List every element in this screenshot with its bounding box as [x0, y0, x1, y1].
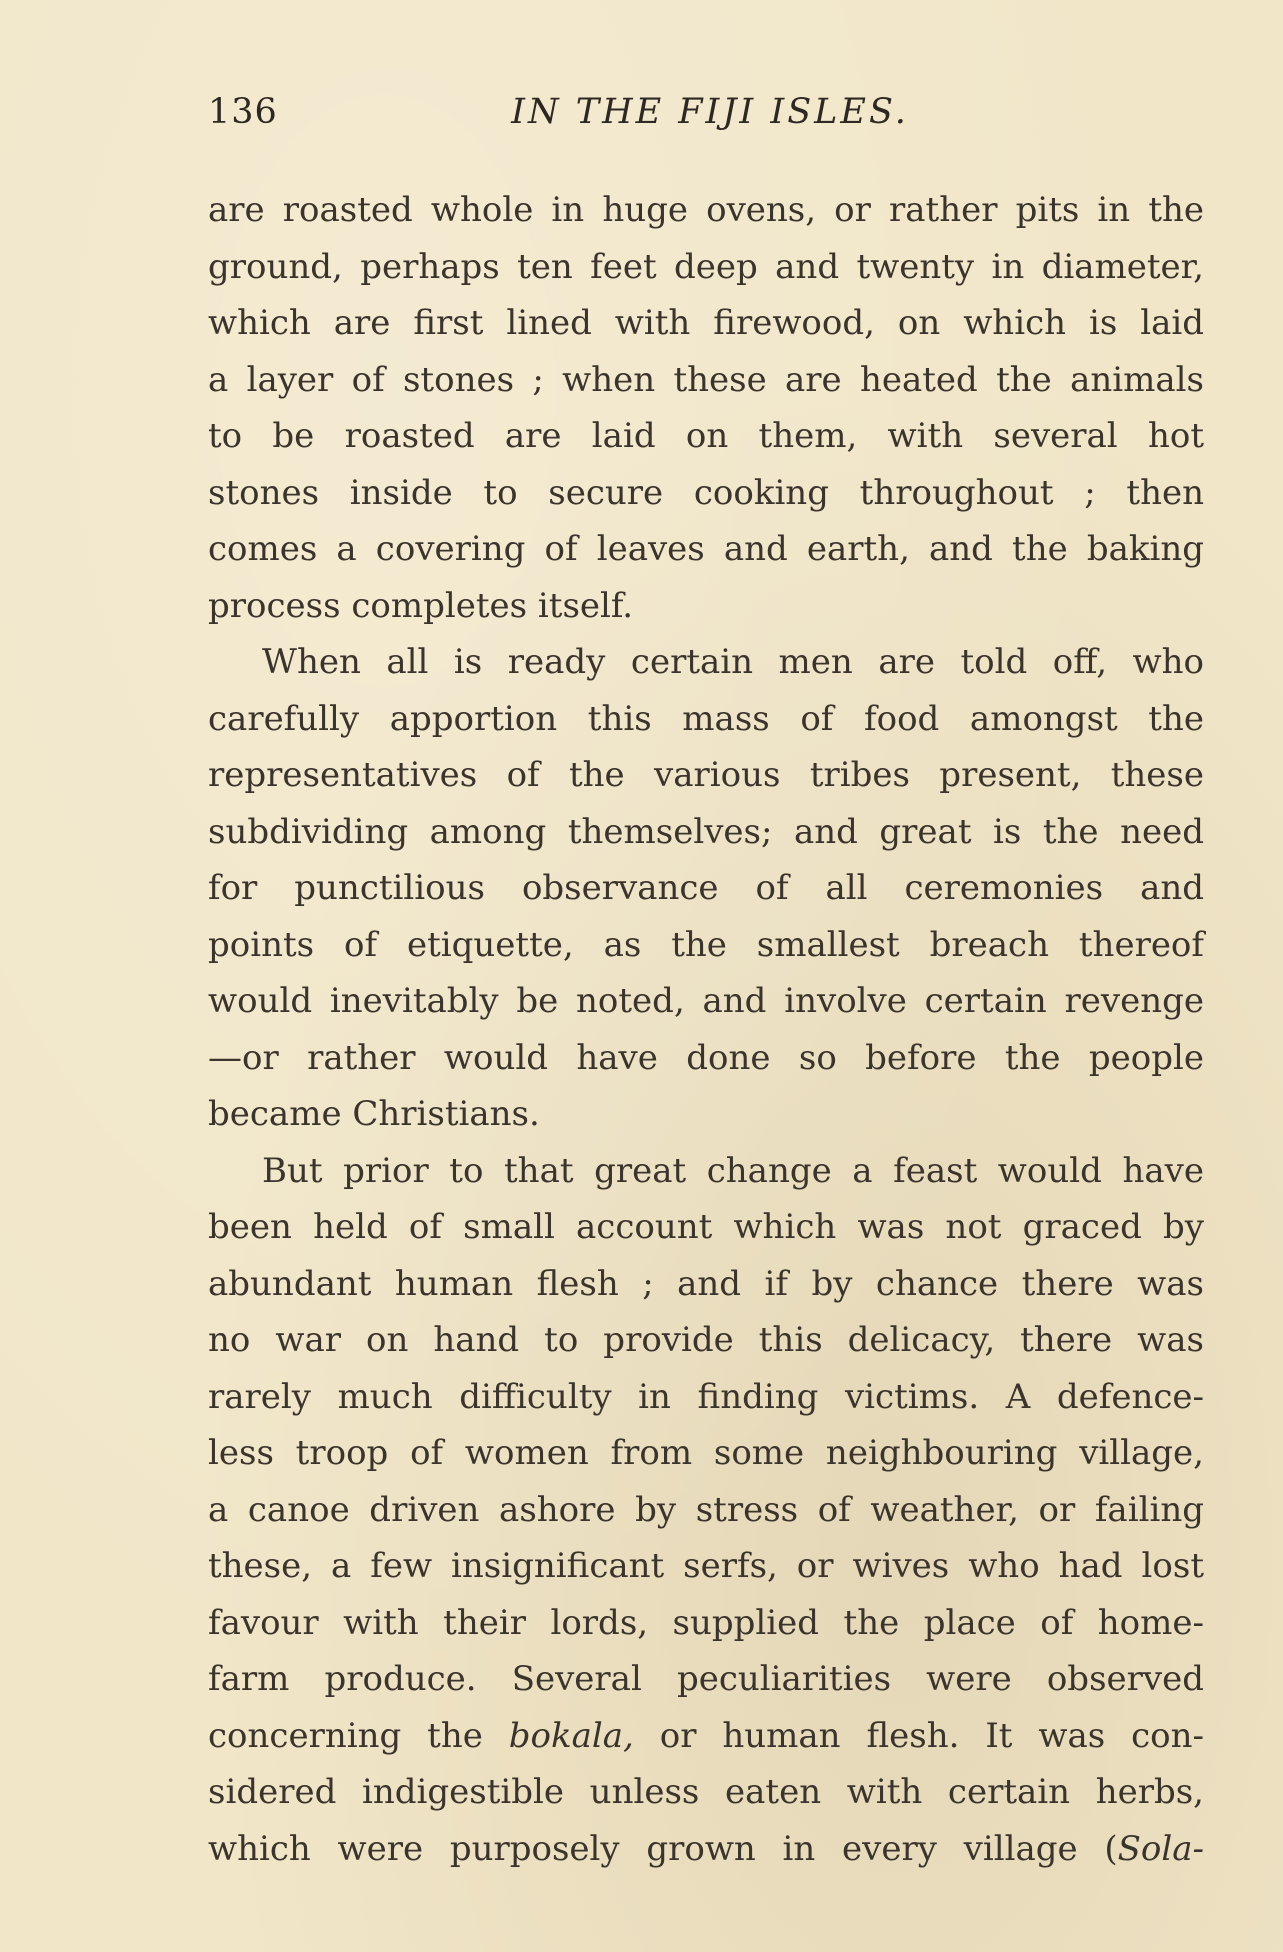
text-line: subdividing among themselves; and great is the need — [208, 811, 1204, 852]
text-line: favour with their lords, supplied the place of home- — [208, 1602, 1204, 1643]
text-fragment: which were purposely grown in every village ( — [208, 1828, 1118, 1869]
text-line: carefully apportion this mass of food amongst the — [208, 698, 1204, 739]
text-line-with-italic — [208, 1708, 1204, 1765]
text-fragment: concerning the — [208, 1715, 509, 1756]
text-line: these, a few insignificant serfs, or wives who had lost — [208, 1546, 1204, 1586]
page-header — [200, 88, 1220, 138]
italic-term: Sola- — [1117, 1828, 1204, 1869]
text-line: no war on hand to provide this delicacy, there was — [208, 1320, 1204, 1360]
page-number: 136 — [208, 92, 278, 132]
text-line: representatives of the various tribes present, these — [208, 755, 1204, 795]
text-line: been held of small account which was not graced by — [208, 1207, 1204, 1247]
text-line: for punctilious observance of all ceremonies and — [208, 868, 1204, 908]
text-line: process completes itself. — [208, 585, 634, 626]
text-line: rarely much difficulty in finding victims. A defence- — [208, 1376, 1204, 1417]
text-line: sidered indigestible unless eaten with certain herbs, — [208, 1772, 1204, 1812]
text-line: —or rather would have done so before the people — [208, 1037, 1204, 1078]
text-line: a layer of stones ; when these are heated the animals — [208, 359, 1204, 400]
text-line: to be roasted are laid on them, with several hot — [208, 416, 1204, 456]
text-line-with-italic — [208, 1821, 1204, 1878]
text-fragment: or human flesh. It was con- — [633, 1715, 1204, 1756]
paragraph-start-line: But prior to that great change a feast would have — [262, 1150, 1204, 1191]
text-line: became Christians. — [208, 1094, 540, 1134]
text-line: a canoe driven ashore by stress of weather, or failing — [208, 1489, 1204, 1530]
paragraph-start-line: When all is ready certain men are told off, who — [262, 642, 1204, 682]
text-line: abundant human flesh ; and if by chance there was — [208, 1263, 1204, 1304]
text-line: are roasted whole in huge ovens, or rather pits in the — [208, 190, 1204, 230]
italic-term: bokala, — [508, 1715, 634, 1756]
text-line: which are first lined with firewood, on which is laid — [208, 303, 1204, 343]
text-line: farm produce. Several peculiarities were observed — [208, 1659, 1204, 1699]
text-line: points of etiquette, as the smallest breach thereof — [208, 924, 1204, 965]
text-line: less troop of women from some neighbouring village, — [208, 1433, 1204, 1473]
body-text — [208, 182, 1204, 1877]
text-line: stones inside to secure cooking throughout ; then — [208, 472, 1204, 513]
text-line: ground, perhaps ten feet deep and twenty in diameter, — [208, 246, 1204, 287]
text-line: would inevitably be noted, and involve certain revenge — [208, 981, 1204, 1021]
text-line: comes a covering of leaves and earth, and the baking — [208, 529, 1204, 569]
running-title: IN THE FIJI ISLES. — [511, 92, 909, 132]
